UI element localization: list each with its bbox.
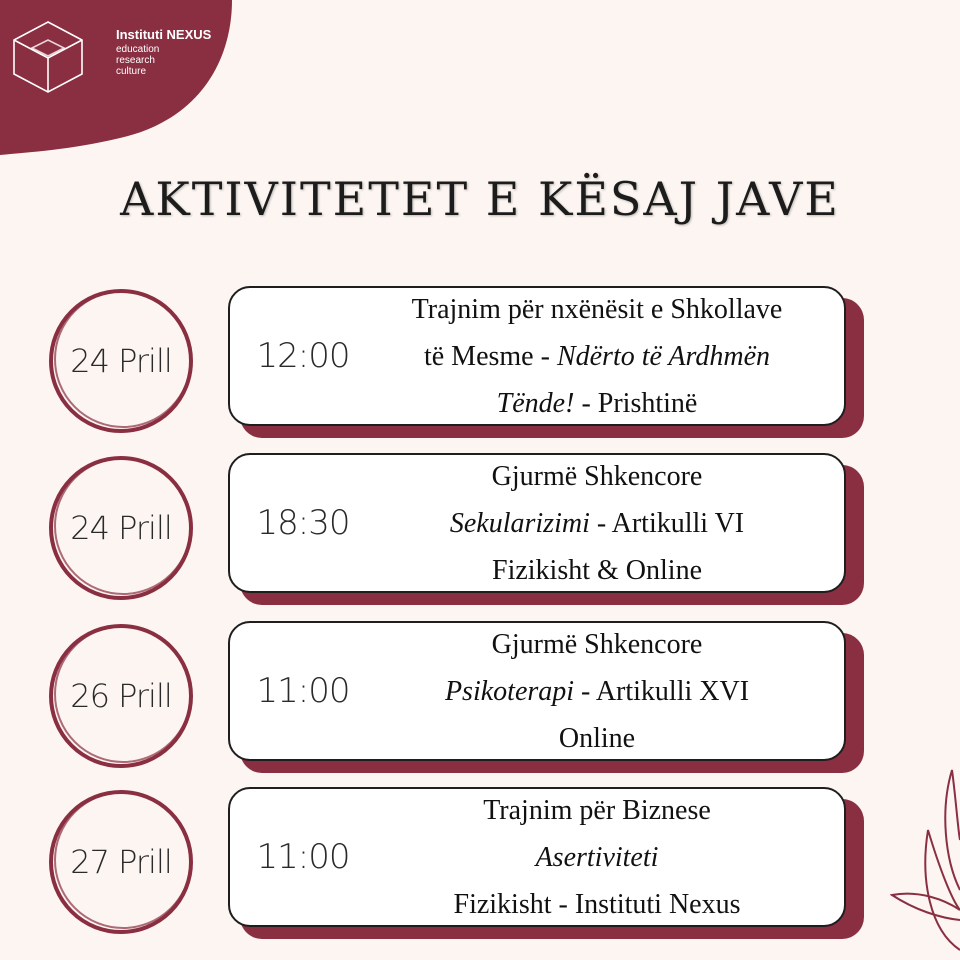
event-line-3: Online xyxy=(558,722,636,754)
event-description xyxy=(360,789,834,925)
event-line-2 xyxy=(424,333,770,380)
event-line-1: Trajnim për nxënësit e Shkollave xyxy=(411,293,783,325)
logo-name: Instituti NEXUS xyxy=(116,27,212,42)
event-time: 11:00 xyxy=(256,837,350,877)
event-description xyxy=(360,623,834,759)
event-line-2 xyxy=(536,834,659,881)
event-line-2-text: - Artikulli VI xyxy=(589,507,745,539)
event-line-2-italic: Sekularizimi xyxy=(449,507,590,539)
event-time: 11:00 xyxy=(256,671,350,711)
event-line-3-italic: Tënde! xyxy=(496,387,575,419)
event-card xyxy=(228,787,846,927)
event-time: 18:30 xyxy=(256,503,350,543)
event-line-2-text: të Mesme - xyxy=(423,340,557,372)
event-row-1 xyxy=(0,286,960,436)
event-date: 26 Prill xyxy=(70,677,172,715)
event-line-2-italic: Psikoterapi xyxy=(444,675,575,707)
event-date: 24 Prill xyxy=(70,342,172,380)
event-line-2-italic: Ndërto të Ardhmën xyxy=(556,340,771,372)
event-row-3 xyxy=(0,621,960,771)
event-card xyxy=(228,621,846,761)
page-title: AKTIVITETET E KËSAJ JAVE xyxy=(120,172,840,226)
event-line-1: Gjurmë Shkencore xyxy=(491,460,703,492)
event-date: 24 Prill xyxy=(70,509,172,547)
event-description xyxy=(360,288,834,424)
logo xyxy=(116,28,211,77)
leaf-decoration-icon xyxy=(890,760,960,960)
logo-tagline-3: culture xyxy=(116,66,147,77)
cube-logo-icon xyxy=(10,18,86,94)
event-card xyxy=(228,453,846,593)
event-line-2 xyxy=(445,668,749,715)
event-date: 27 Prill xyxy=(70,843,172,881)
event-card xyxy=(228,286,846,426)
event-line-1: Gjurmë Shkencore xyxy=(491,628,703,660)
event-line-2-text: - Artikulli XVI xyxy=(574,675,750,707)
event-line-3 xyxy=(497,380,698,427)
event-row-2 xyxy=(0,453,960,603)
event-description xyxy=(360,455,834,591)
event-line-1: Trajnim për Biznese xyxy=(483,794,711,826)
event-line-3: Fizikisht & Online xyxy=(492,554,702,586)
event-line-3: Fizikisht - Instituti Nexus xyxy=(453,888,741,920)
logo-tagline-2: research xyxy=(116,55,155,66)
logo-tagline-1: education xyxy=(116,44,160,55)
event-time: 12:00 xyxy=(256,336,350,376)
event-line-2 xyxy=(450,500,744,547)
event-line-3-text: - Prishtinë xyxy=(574,387,698,419)
event-line-2-italic: Asertiviteti xyxy=(535,841,659,873)
event-row-4 xyxy=(0,787,960,937)
